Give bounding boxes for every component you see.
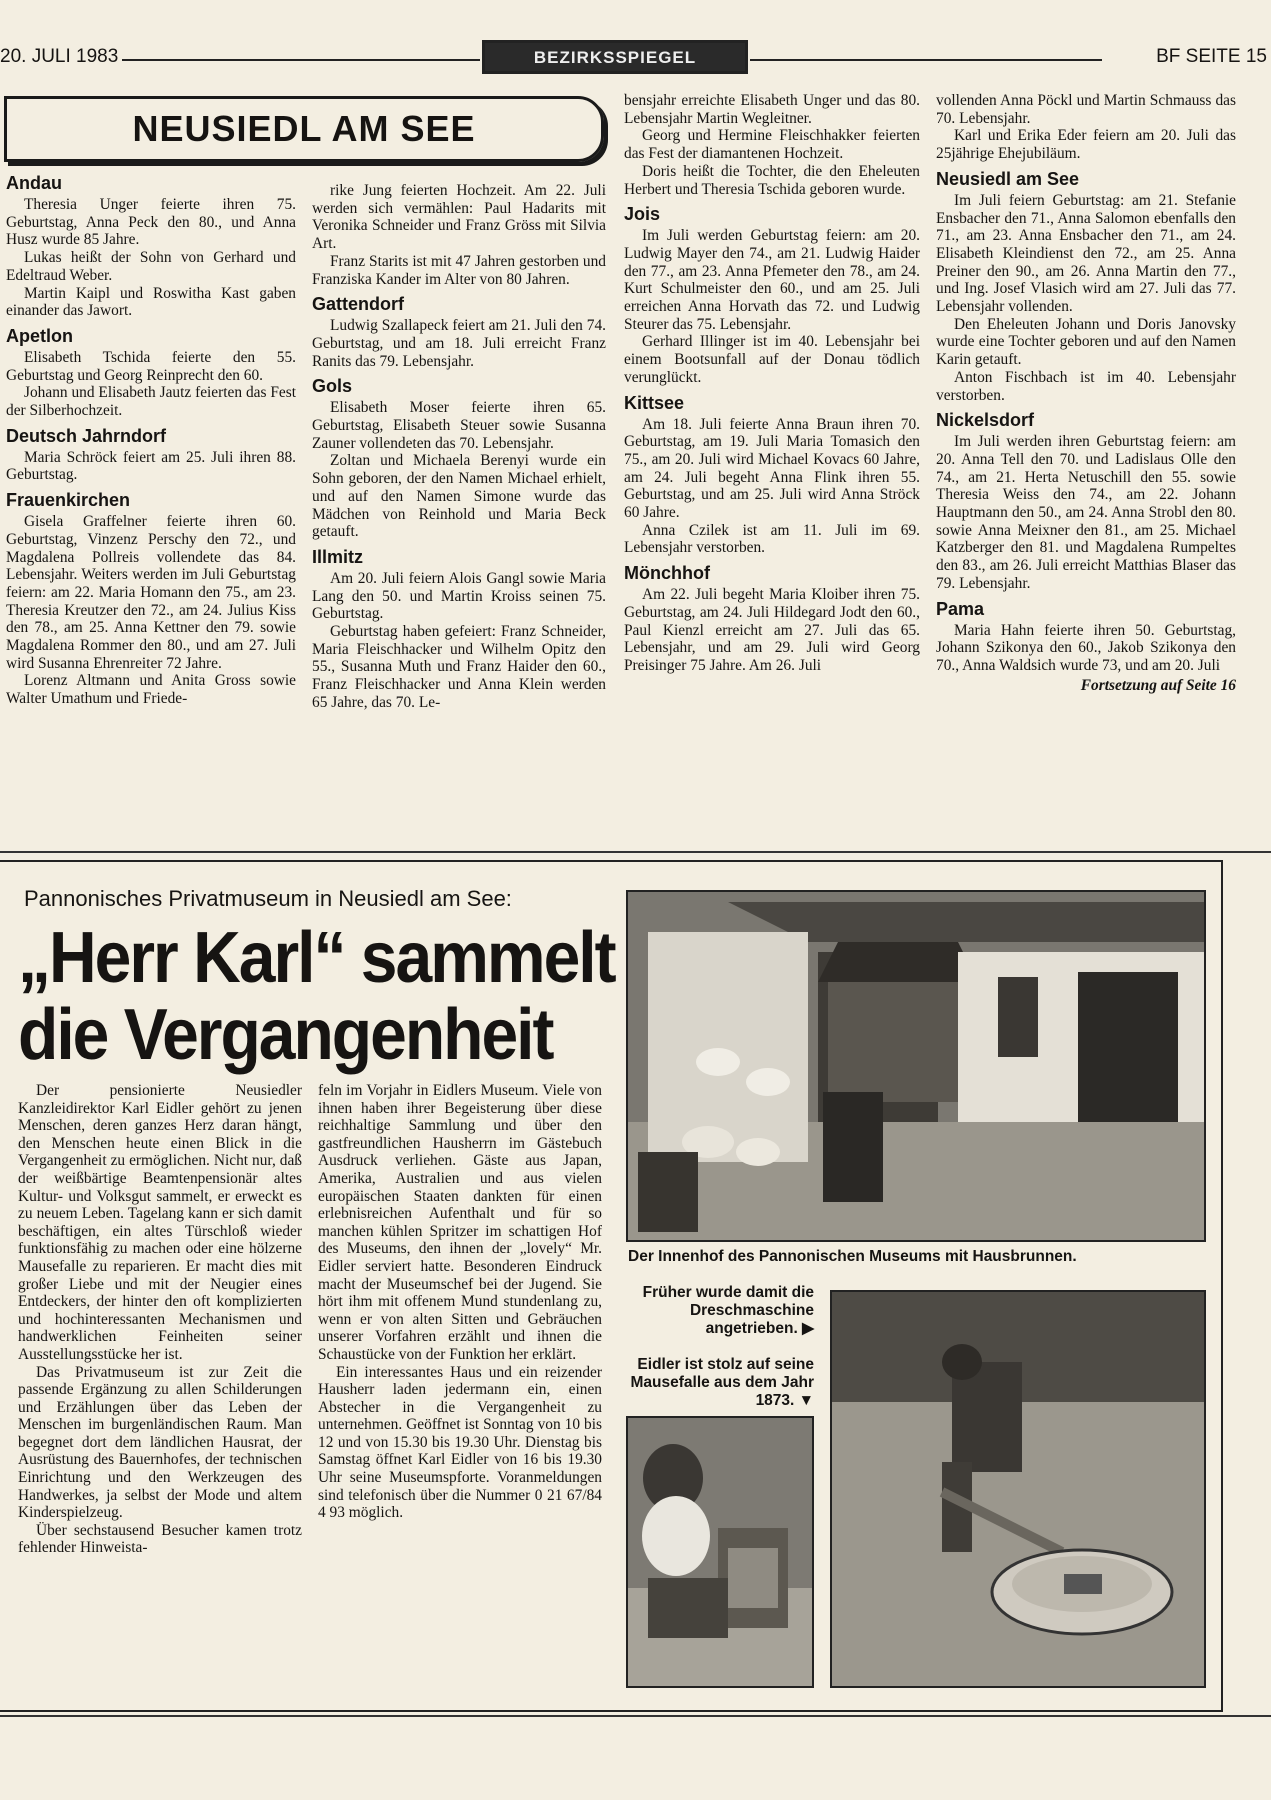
headline-line-1: „Herr Karl“ sammelt bbox=[18, 915, 615, 998]
news-paragraph: Georg und Hermine Fleischhakker feierten das Fest der diamantenen Hochzeit. bbox=[624, 127, 920, 163]
locality-heading: Jois bbox=[624, 204, 661, 225]
continuation-note: Fortsetzung auf Seite 16 bbox=[1080, 676, 1236, 694]
news-column-2 bbox=[312, 182, 606, 832]
courtyard-illustration bbox=[628, 892, 1204, 1240]
header-rule-right bbox=[750, 59, 1102, 61]
region-title: NEUSIEDL AM SEE bbox=[4, 96, 604, 162]
news-paragraph: Am 18. Juli feierte Anna Braun ihren 70. Geburtstag, am 19. Juli Maria Tomasich den 75., am 20. Juli wird Michael Kovacs 60 Jahre, am 24. Juli begeht Anna Flink ihren 55. Geburtstag, und am 25. Juli wird Anna Ströck 60 Jahre. bbox=[624, 415, 920, 522]
eidler-illustration bbox=[628, 1418, 812, 1686]
news-paragraph: Elisabeth Tschida feierte den 55. Geburtstag und Georg Reinprecht den 60. bbox=[6, 348, 296, 384]
news-paragraph: Zoltan und Michaela Berenyi wurde ein Sohn geboren, der den Namen Michael erhielt, und auf den Namen Simone wurde das Mädchen von Reinhold und Maria Beck getauft. bbox=[312, 452, 606, 541]
news-paragraph: Am 22. Juli begeht Maria Kloiber ihren 75. Geburtstag, am 24. Juli Hildegard Jodt den 60., Paul Kienzl erreicht am 27. Juli das 65. Lebensjahr, und am 29. Juli wird Georg Preisinger 75 Jahre. Am 26. Juli bbox=[624, 586, 920, 674]
article-kicker: Pannonisches Privatmuseum in Neusiedl am See: bbox=[24, 886, 512, 911]
news-paragraph: Im Juli werden ihren Geburtstag feiern: am 20. Anna Tell den 70. und Ladislaus Olle den 74., am 21. Herta Netuschill den 55. sowie Theresia Weiss den 74., am 22. Johann Hauptmann den 50., am 24. Anna Strobl den 80. sowie Anna Meixner den 81., am 25. Michael Katzberger den 81. und Magdalena Rumpeltes den 83., am 26. Juli erreicht Matthias Blaser das 79. Lebensjahr. bbox=[936, 433, 1236, 592]
news-paragraph: Maria Schröck feiert am 25. Juli ihren 88. Geburtstag. bbox=[6, 448, 296, 484]
news-paragraph: Johann und Elisabeth Jautz feierten das Fest der Silberhochzeit. bbox=[6, 384, 296, 420]
article-paragraph: Über sechstausend Besucher kamen trotz fehlender Hinweista- bbox=[18, 1521, 302, 1557]
header-rule-left bbox=[122, 59, 480, 61]
locality-heading: Deutsch Jahrndorf bbox=[6, 425, 167, 446]
section-divider bbox=[0, 845, 1271, 859]
news-paragraph: Elisabeth Moser feierte ihren 65. Geburtstag, Elisabeth Steuer sowie Susanna Zauner vollendeten das 70. Lebensjahr. bbox=[312, 399, 606, 452]
news-paragraph: rike Jung feierten Hochzeit. Am 22. Juli werden sich vermählen: Paul Hadarits mit Veronika Schneider und Franz Gröss mit Silvia Art. bbox=[312, 182, 606, 253]
news-paragraph: bensjahr erreichte Elisabeth Unger und das 80. Lebensjahr Martin Wegleitner. bbox=[624, 92, 920, 127]
news-paragraph: Karl und Erika Eder feiern am 20. Juli das 25jährige Ehejubiläum. bbox=[936, 127, 1236, 163]
locality-heading: Frauenkirchen bbox=[6, 490, 131, 511]
locality-heading: Neusiedl am See bbox=[936, 168, 1080, 189]
news-paragraph: vollenden Anna Pöckl und Martin Schmauss das 70. Lebensjahr. bbox=[936, 92, 1236, 127]
news-paragraph: Anton Fischbach ist im 40. Lebensjahr verstorben. bbox=[936, 368, 1236, 404]
news-paragraph: Geburtstag haben gefeiert: Franz Schneider, Maria Fleischhacker und Wilhelm Opitz den 55., Susanna Muth und Franz Haider den 60., Franz Fleischhacker und Anna Klein werden 65 Jahre, das 70. Le- bbox=[312, 623, 606, 711]
section-label: BEZIRKSSPIEGEL bbox=[482, 40, 748, 74]
news-paragraph: Den Eheleuten Johann und Doris Janovsky wurde eine Tochter geboren und auf den Namen Karin getauft. bbox=[936, 315, 1236, 369]
page-header bbox=[0, 40, 1271, 90]
locality-heading: Nickelsdorf bbox=[936, 410, 1035, 431]
courtyard-photo bbox=[626, 890, 1206, 1242]
courtyard-caption: Der Innenhof des Pannonischen Museums mit Hausbrunnen. bbox=[628, 1248, 1077, 1265]
mousetrap-caption: Eidler ist stolz auf seine Mausefalle aus dem Jahr 1873. ▼ bbox=[630, 1356, 814, 1409]
bottom-rule bbox=[0, 1715, 1271, 1717]
locality-heading: Andau bbox=[6, 173, 62, 193]
news-paragraph: Ludwig Szallapeck feiert am 21. Juli den 74. Geburtstag, und am 18. Juli erreicht Franz Ranits das 79. Lebensjahr. bbox=[312, 317, 606, 370]
locality-heading: Gols bbox=[312, 376, 353, 397]
locality-heading: Gattendorf bbox=[312, 294, 404, 315]
news-paragraph: Lukas heißt der Sohn von Gerhard und Edeltraud Weber. bbox=[6, 249, 296, 284]
news-paragraph: Maria Hahn feierte ihren 50. Geburtstag, Johann Szikonya den 60., Jakob Szikonya den 70., Anna Waldsich wurde 73, und am 20. Juli bbox=[936, 621, 1236, 674]
news-column-1 bbox=[6, 172, 296, 832]
article-paragraph: Ein interessantes Haus und ein reizender Hausherr laden jedermann ein, einen Abstecher in die Vergangenheit zu unternehmen. Geöffnet ist Sonntag von 10 bis 12 und von 15.30 bis 19.30 Uhr. Dienstag bis Samstag öffnet Karl Eidler von 16 bis 19.30 Uhr seine Museumspforte. Voranmeldungen sind telefonisch über die Nummer 0 21 67/84 4 93 möglich. bbox=[318, 1363, 602, 1522]
news-paragraph: Franz Starits ist mit 47 Jahren gestorben und Franziska Kander im Alter von 80 Jahren. bbox=[312, 252, 606, 288]
news-paragraph: Gisela Graffelner feierte ihren 60. Geburtstag, Vinzenz Perschy den 72., und Magdalena Pollreis vollendete das 84. Lebensjahr. Weiters werden im Juli Geburtstag feiern: am 22. Maria Homann den 75., am 23. Theresia Kreutzer den 72., am 24. Julius Kiss den 78., am 25. Anna Kettner den 79. sowie Magdalena Rommer den 80., und am 27. Juli wird Susanna Ehrenreiter 72 Jahre. bbox=[6, 513, 296, 672]
thresher-caption: Früher wurde damit die Dreschmaschine angetrieben. ▶ bbox=[642, 1284, 814, 1337]
news-paragraph: Lorenz Altmann und Anita Gross sowie Walter Umathum und Friede- bbox=[6, 672, 296, 708]
news-paragraph: Anna Czilek ist am 11. Juli im 69. Lebensjahr verstorben. bbox=[624, 521, 920, 557]
thresher-photo bbox=[830, 1290, 1206, 1688]
locality-heading: Kittsee bbox=[624, 392, 685, 413]
locality-heading: Pama bbox=[936, 598, 985, 619]
issue-date: 20. JULI 1983 bbox=[0, 46, 119, 67]
article-paragraph: Der pensionierte Neusiedler Kanzleidirektor Karl Eidler gehört zu jenen Menschen, deren ganzes Herz daran hängt, den Menschen heute einen Blick in die Vergangenheit zu ermöglichen. Nicht nur, daß der weißbärtige Beamtenpensionär altes Kultur- und Volksgut sammelt, er erweckt es zu neuem Leben. Tagelang kann er sich damit beschäftigen, ein altes Türschloß wieder funktionsfähig zu machen oder eine hölzerne Mausefalle zu reparieren. Er macht dies mit großer Liebe und mit der Neugier eines Entdeckers, der hinter den oft komplizierten und hochinteressanten Mechanismen und handwerklichen Feinheiten seiner Ausstellungsstücke her ist. bbox=[18, 1082, 302, 1363]
news-paragraph: Martin Kaipl und Roswitha Kast gaben einander das Jawort. bbox=[6, 284, 296, 320]
news-paragraph: Am 20. Juli feiern Alois Gangl sowie Maria Lang den 50. und Martin Kroiss seinen 75. Geburtstag. bbox=[312, 569, 606, 623]
thresher-illustration bbox=[832, 1292, 1204, 1686]
news-column-4 bbox=[936, 92, 1236, 832]
article-headline bbox=[18, 915, 618, 1075]
news-paragraph: Im Juli feiern Geburtstag: am 21. Stefanie Ensbacher den 71., Anna Salomon ebenfalls den 71., am 23. Anna Ensbacher den 71., am 24. Elisabeth Kleindienst den 72., am 25. Anna Preiner den 90., am 26. Anna Martin den 77., und Ing. Josef Vlasich wird am 27. Juli das 77. Lebensjahr vollenden. bbox=[936, 191, 1236, 316]
news-column-3 bbox=[624, 92, 920, 832]
news-paragraph: Im Juli werden Geburtstag feiern: am 20. Ludwig Mayer den 74., am 21. Ludwig Haider den 77., am 23. Anna Pfemeter den 78., am 24. Kurt Schulmeister den 60., und am 25. Juli erreichen Anna Horvath das 72. und Ludwig Steurer das 75. Lebensjahr. bbox=[624, 227, 920, 333]
news-paragraph: Gerhard Illinger ist im 40. Lebensjahr bei einem Bootsunfall auf der Donau tödlich verunglückt. bbox=[624, 333, 920, 386]
locality-heading: Mönchhof bbox=[624, 563, 710, 584]
news-paragraph: Theresia Unger feierte ihren 75. Geburtstag, Anna Peck den 80., und Anna Husz wurde 85 Jahre. bbox=[6, 196, 296, 249]
eidler-photo bbox=[626, 1416, 814, 1688]
locality-heading: Apetlon bbox=[6, 325, 73, 346]
article-paragraph: Das Privatmuseum ist zur Zeit die passende Ergänzung zu allen Schilderungen und Erzählungen über das Leben der Menschen im burgenländischen Raum. Man begegnet dort dem ländlichen Hausrat, der Ausrüstung des Bauernhofes, der technischen Einrichtung und den Werkzeugen des Handwerkes, ja selbst der Mode und altem Kinderspielzeug. bbox=[18, 1363, 302, 1522]
news-paragraph: Doris heißt die Tochter, die den Eheleuten Herbert und Theresia Tschida geboren wurde. bbox=[624, 162, 920, 198]
headline-line-2: die Vergangenheit bbox=[18, 992, 553, 1075]
article-body-column-1 bbox=[18, 1082, 302, 1700]
article-body-column-2 bbox=[318, 1082, 602, 1700]
article-paragraph: feln im Vorjahr in Eidlers Museum. Viele von ihnen haben ihrer Begeisterung über diese reichhaltige Sammlung und über den gastfreundlichen Hausherrn im Gästebuch Ausdruck verliehen. Gäste aus Japan, Amerika, Australien und aus vielen europäischen Staaten dankten für einen erlebnisreichen Aufenthalt und für so manchen kühlen Spritzer im schattigen Hof des Museums, den ihnen der „lovely“ Mr. Eidler serviert hatte. Besonderen Eindruck macht der Museumschef bei der Jugend. Sie hört ihm mit offenem Mund stundenlang zu, wenn er von alten Sitten und Gebräuchen unserer Vorfahren erzählt und ihnen die Schaustücke von der Funktion her erklärt. bbox=[318, 1082, 602, 1363]
page-number: BF SEITE 15 bbox=[1156, 46, 1267, 67]
locality-heading: Illmitz bbox=[312, 546, 364, 567]
